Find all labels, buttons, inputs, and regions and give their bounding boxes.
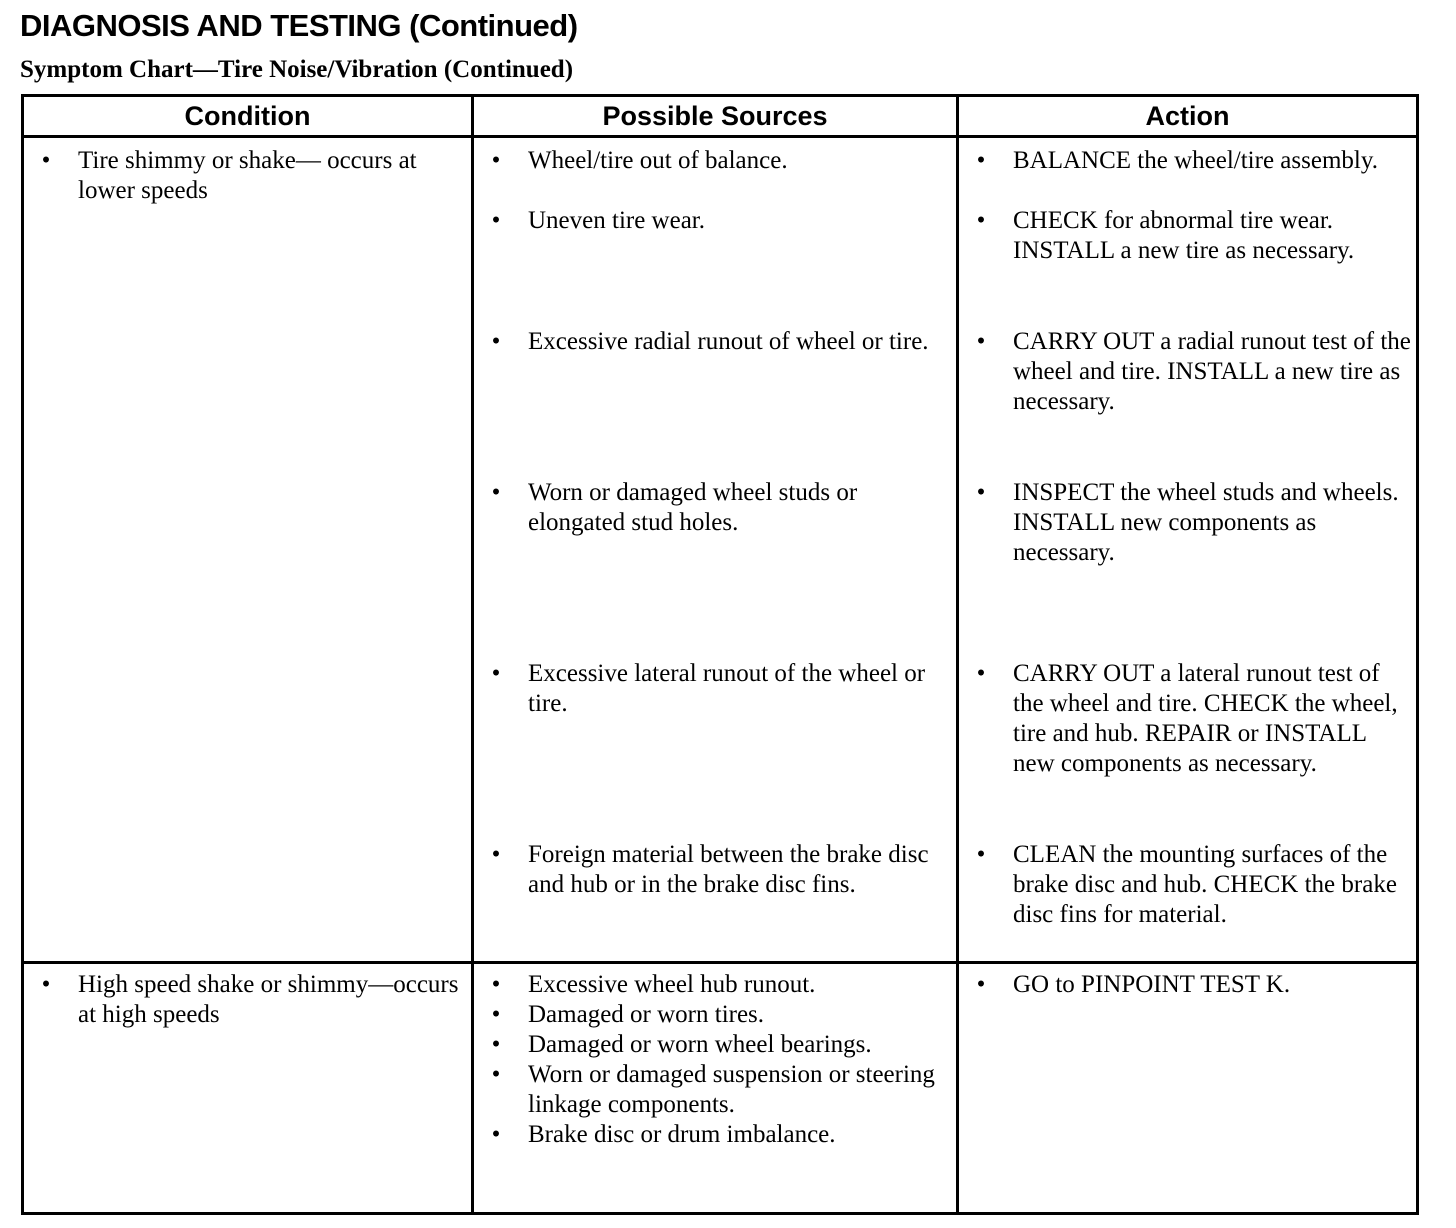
source-text: Brake disc or drum imbalance. [528, 1121, 836, 1148]
action-cell [958, 963, 1418, 1214]
bullet-icon: • [976, 660, 986, 687]
action-text: CHECK for abnormal tire wear. INSTALL a new tire as necessary. [1013, 207, 1355, 264]
action-text: CLEAN the mounting surfaces of the brake disc and hub. CHECK the brake disc fins for material. [1013, 841, 1397, 928]
page-heading: DIAGNOSIS AND TESTING (Continued) [20, 8, 578, 43]
bullet-icon: • [491, 328, 501, 355]
bullet-icon: • [491, 1121, 501, 1148]
bullet-icon: • [976, 207, 986, 234]
bullet-icon: • [976, 147, 986, 174]
bullet-icon: • [491, 479, 501, 506]
condition-text: High speed shake or shimmy—occurs at high speeds [78, 971, 459, 1028]
bullet-icon: • [976, 841, 986, 868]
source-text: Worn or damaged suspension or steering linkage components. [528, 1061, 935, 1118]
condition-cell [23, 963, 473, 1214]
bullet-icon: • [976, 328, 986, 355]
bullet-icon: • [491, 1061, 501, 1088]
bullet-icon: • [491, 971, 501, 998]
action-text: INSPECT the wheel studs and wheels. INSTALL new components as necessary. [1013, 479, 1399, 566]
action-text: CARRY OUT a lateral runout test of the wheel and tire. CHECK the wheel, tire and hub. REPAIR or INSTALL new components as necessary. [1013, 660, 1398, 777]
condition-cell [23, 137, 473, 963]
table-header-row [23, 96, 1418, 137]
bullet-icon: • [491, 1001, 501, 1028]
header-condition: Condition [23, 96, 473, 137]
bullet-icon: • [976, 479, 986, 506]
source-text: Damaged or worn wheel bearings. [528, 1031, 872, 1058]
bullet-icon: • [976, 971, 986, 998]
header-action: Action [958, 96, 1418, 137]
source-item [474, 1000, 956, 1030]
source-text: Damaged or worn tires. [528, 1001, 765, 1028]
sources-cell [473, 963, 958, 1214]
table-row [23, 963, 1418, 1214]
bullet-icon: • [491, 841, 501, 868]
bullet-icon: • [491, 207, 501, 234]
bullet-icon: • [41, 147, 51, 174]
action-cell [958, 137, 1418, 963]
source-text: Excessive lateral runout of the wheel or tire. [528, 660, 926, 717]
action-item [959, 970, 1416, 1000]
source-text: Wheel/tire out of balance. [528, 147, 788, 174]
source-text: Foreign material between the brake disc and hub or in the brake disc fins. [528, 841, 929, 898]
page-subheading: Symptom Chart—Tire Noise/Vibration (Continued) [20, 56, 574, 83]
source-item [474, 970, 956, 1000]
bullet-icon: • [491, 1031, 501, 1058]
table-row [23, 137, 1418, 963]
bullet-icon: • [41, 971, 51, 998]
header-possible-sources: Possible Sources [473, 96, 958, 137]
source-text: Excessive radial runout of wheel or tire. [528, 328, 929, 355]
action-text: BALANCE the wheel/tire assembly. [1013, 147, 1378, 174]
sources-cell [473, 137, 958, 963]
source-text: Uneven tire wear. [528, 207, 706, 234]
condition-text: Tire shimmy or shake— occurs at lower speeds [78, 147, 417, 204]
source-item [474, 1030, 956, 1060]
source-item [474, 1120, 956, 1150]
bullet-icon: • [491, 147, 501, 174]
action-text: CARRY OUT a radial runout test of the wheel and tire. INSTALL a new tire as necessary. [1013, 328, 1411, 415]
source-text: Worn or damaged wheel studs or elongated stud holes. [528, 479, 858, 536]
action-text: GO to PINPOINT TEST K. [1013, 971, 1291, 998]
source-text: Excessive wheel hub runout. [528, 971, 816, 998]
symptom-chart-table [21, 94, 1419, 1215]
source-item [474, 1060, 956, 1120]
condition-item [24, 970, 471, 1030]
bullet-icon: • [491, 660, 501, 687]
